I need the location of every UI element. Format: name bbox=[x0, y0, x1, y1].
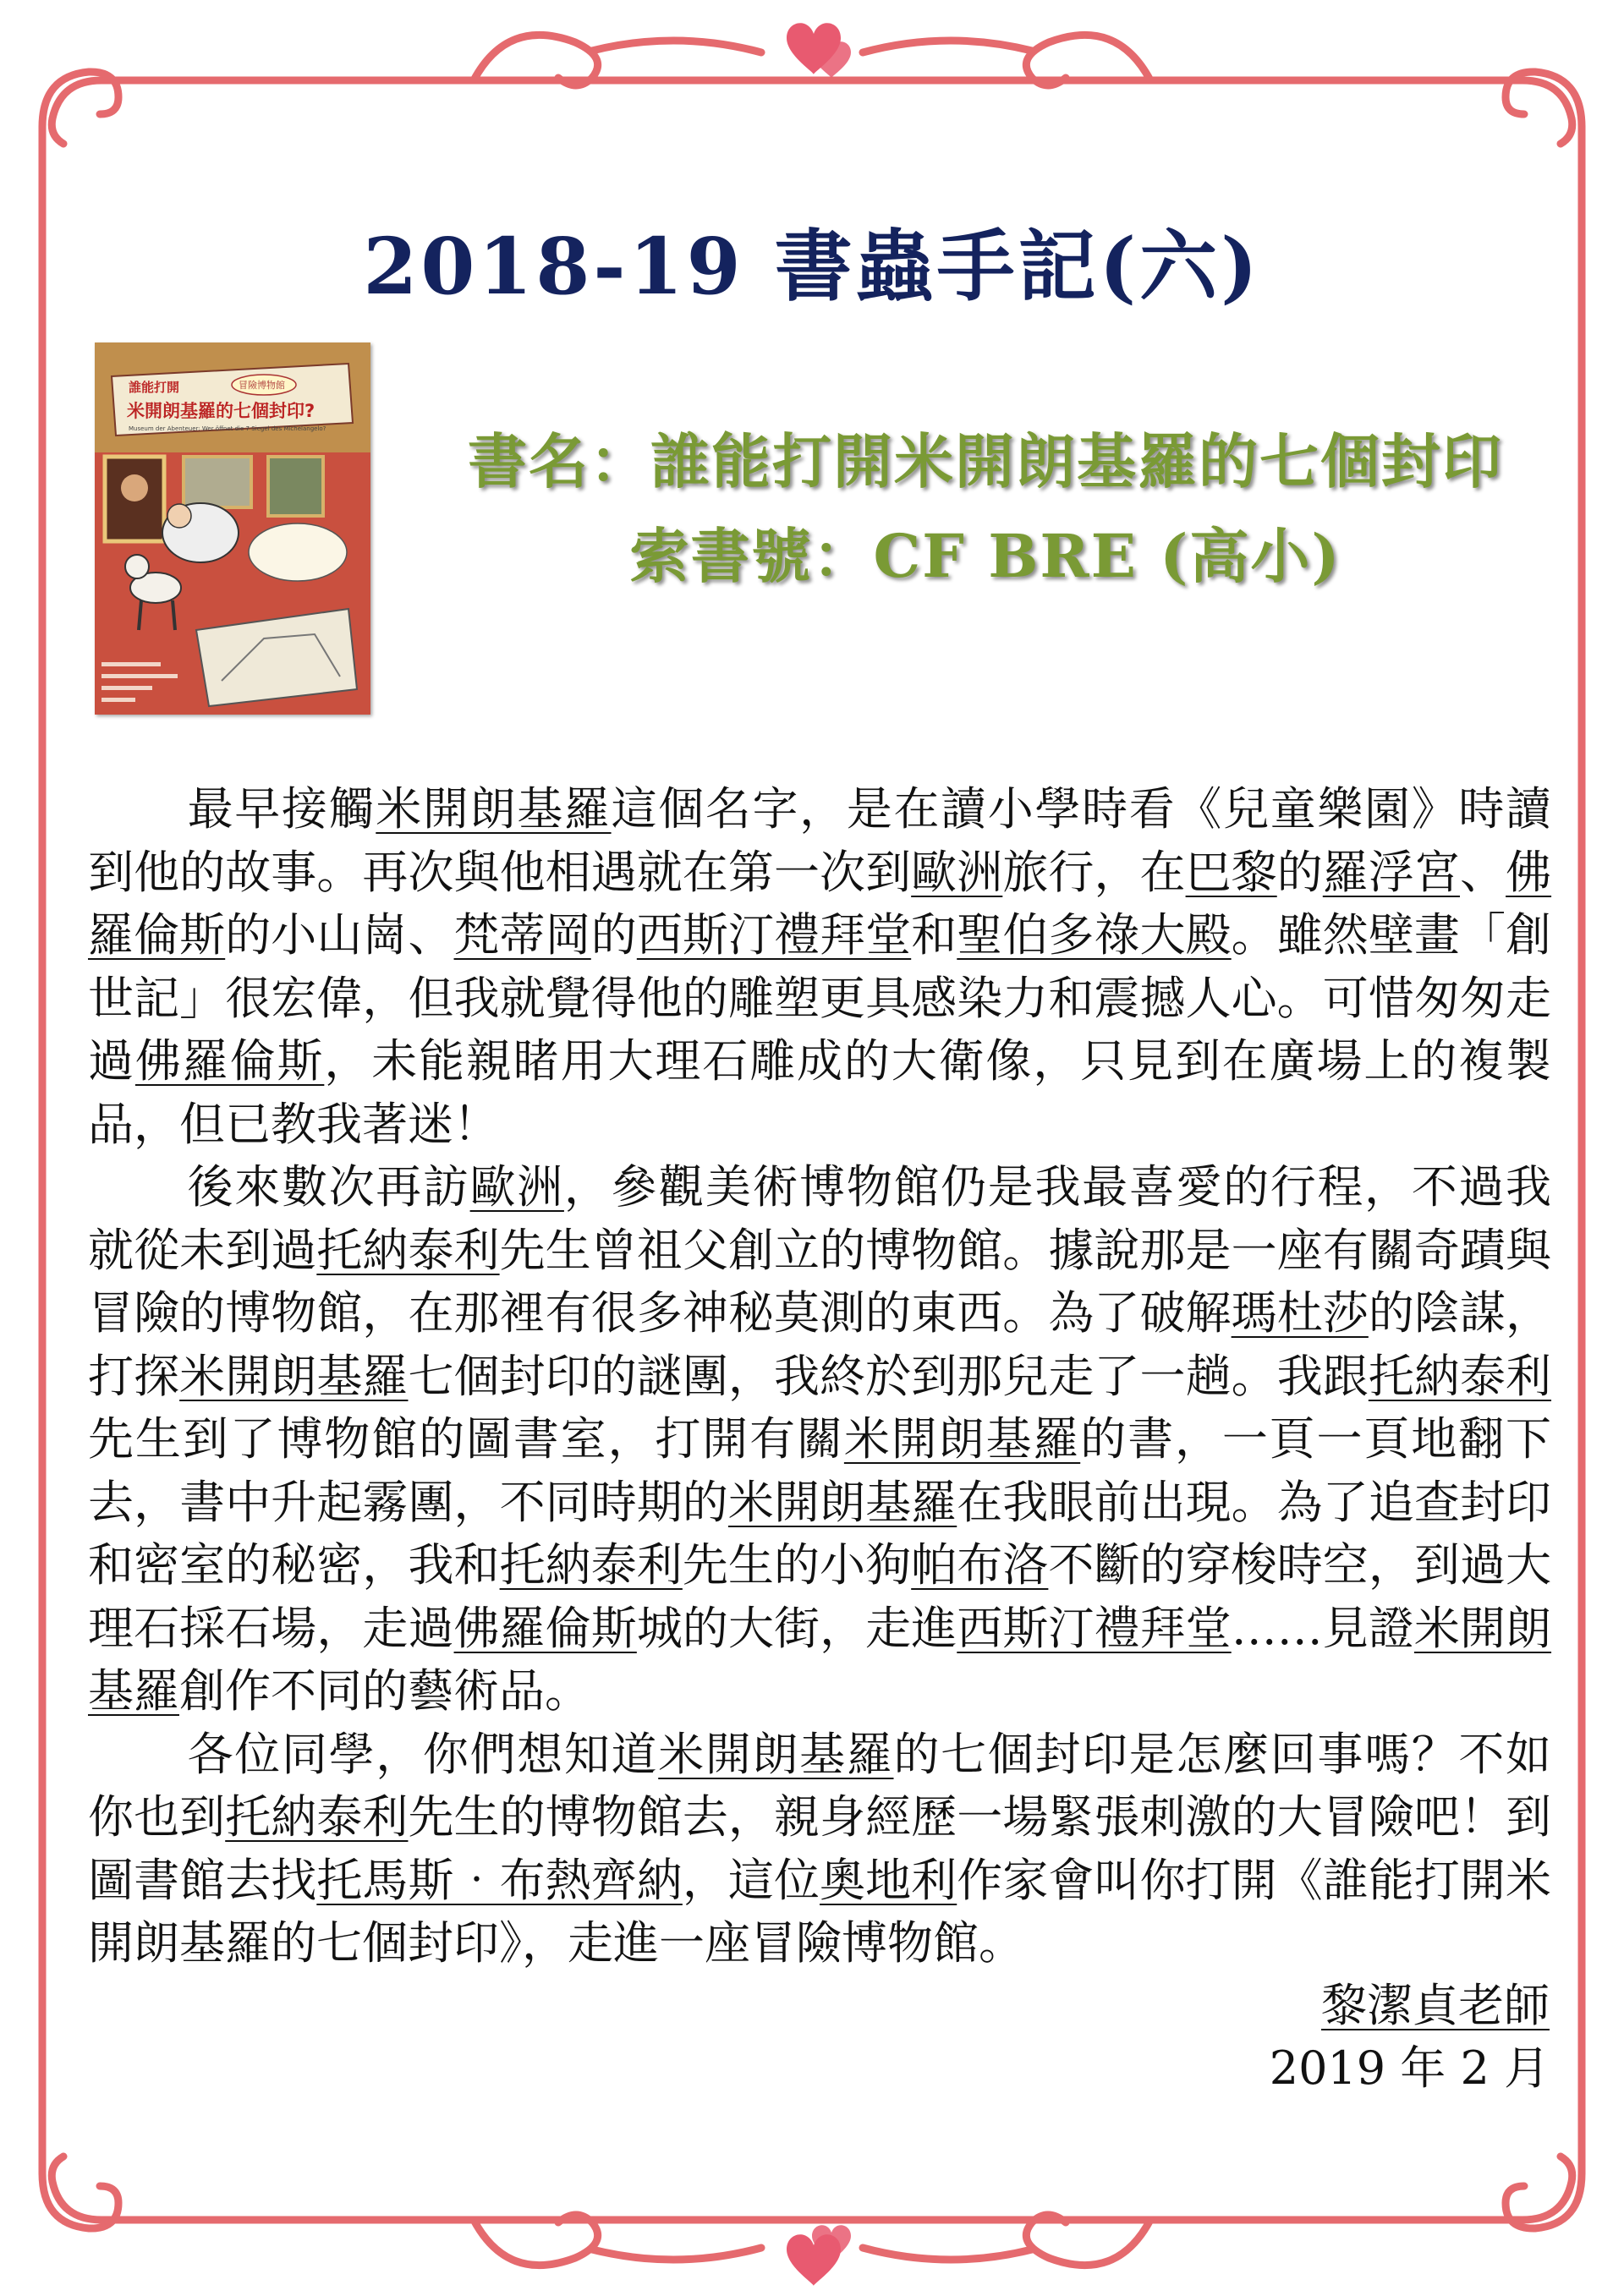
proper-noun: 西斯汀禮拜堂 bbox=[636, 908, 912, 962]
proper-noun: 托納泰利 bbox=[499, 1538, 683, 1592]
page-title: 2018-19 書蟲手記(六) bbox=[363, 221, 1261, 312]
cover-badge: 冒險博物館 bbox=[239, 380, 285, 391]
text-run: 先生曾祖父創立的博物館。據說那是一座有關奇蹟與冒險的博物館，在那裡有很多神秘莫測的東西。為了破解 bbox=[88, 1223, 1552, 1340]
proper-noun: 羅浮宮 bbox=[1322, 845, 1460, 899]
proper-noun: 佛羅倫斯 bbox=[453, 1601, 637, 1655]
text-run: 創作不同的藝術品。 bbox=[179, 1664, 590, 1718]
text-run: 城的大街，走進 bbox=[636, 1601, 957, 1655]
book-name: 書名：誰能打開米開朗基羅的七個封印 bbox=[468, 426, 1503, 496]
text-run: ……見證 bbox=[1231, 1601, 1414, 1655]
proper-noun: 佛羅倫斯 bbox=[134, 1034, 325, 1088]
text-run: ，未能親睹用大理石雕成的大衛像，只見到在廣場上的複製品，但已教我著迷！ bbox=[88, 1034, 1552, 1151]
call-number: 索書號：CF BRE (高小) bbox=[629, 521, 1341, 591]
signature-date: 2019 年 2 月 bbox=[1269, 2041, 1550, 2095]
text-run: 先生到了博物館的圖書室，打開有關 bbox=[88, 1412, 844, 1466]
text-run: 的 bbox=[590, 908, 637, 962]
text-run: 最早接觸 bbox=[186, 782, 376, 836]
text-run: 作家會叫你打開《誰能打開米開朗基羅的七個封印》，走進一座冒險博物館。 bbox=[88, 1853, 1552, 1970]
proper-noun: 米開朗基羅 bbox=[843, 1412, 1081, 1466]
book-info bbox=[398, 414, 1573, 604]
text-run: 這個名字，是在讀小學時看《兒童樂園》時讀到他的故事。再次與他相遇就在第一次到 bbox=[88, 782, 1552, 899]
text-run: ，這位 bbox=[682, 1853, 820, 1907]
text-run: ，參觀美術博物館仍是我最喜愛的行程，不過我就從未到過 bbox=[88, 1160, 1552, 1277]
proper-noun: 佛羅倫斯 bbox=[88, 845, 1552, 962]
proper-noun: 托納泰利 bbox=[1368, 1349, 1552, 1403]
proper-noun: 西斯汀禮拜堂 bbox=[957, 1601, 1232, 1655]
text-run: 的七個封印是怎麼回事嗎？不如你也到 bbox=[88, 1727, 1552, 1844]
proper-noun: 帕布洛 bbox=[911, 1538, 1049, 1592]
text-run: 在我眼前出現。為了追查封印和密室的秘密，我和 bbox=[88, 1475, 1552, 1592]
proper-noun: 米開朗基羅 bbox=[179, 1349, 409, 1403]
book-cover-illustration bbox=[95, 342, 370, 715]
text-run: 先生的博物館去，親身經歷一場緊張刺激的大冒險吧！到圖書館去找 bbox=[88, 1790, 1552, 1907]
text-run: 和 bbox=[911, 908, 957, 962]
text-run: 後來數次再訪 bbox=[186, 1160, 470, 1214]
text-run: 。雖然壁畫「創世記」很宏偉，但我就覺得他的雕塑更具感染力和震撼人心。可惜匆匆走過 bbox=[88, 908, 1552, 1088]
text-run: 先生的小狗 bbox=[682, 1538, 912, 1592]
text-run: 七個封印的謎團，我終於到那兒走了一趟。我跟 bbox=[408, 1349, 1369, 1403]
proper-noun: 米開朗基羅 bbox=[727, 1475, 957, 1529]
signature bbox=[1270, 1975, 1550, 2100]
proper-noun: 歐洲 bbox=[469, 1160, 564, 1214]
text-run: 不斷的穿梭時空，到過大理石採石場，走過 bbox=[88, 1538, 1552, 1655]
teacher-name: 黎潔貞老師 bbox=[1321, 1979, 1550, 2032]
proper-noun: 米開朗基羅 bbox=[88, 1601, 1552, 1718]
proper-noun: 歐洲 bbox=[911, 845, 1003, 899]
proper-noun: 托納泰利 bbox=[225, 1790, 409, 1844]
proper-noun: 托納泰利 bbox=[316, 1223, 500, 1277]
book-cover-image bbox=[95, 342, 370, 715]
text-run: 的陰謀，打探 bbox=[88, 1286, 1552, 1403]
paragraph bbox=[88, 1723, 1551, 1975]
cover-banner-small: 誰能打開 bbox=[129, 380, 180, 395]
text-run: 的 bbox=[1276, 845, 1323, 899]
proper-noun: 奧地利 bbox=[820, 1853, 957, 1907]
text-run: 旅行，在 bbox=[1002, 845, 1186, 899]
text-run: 各位同學，你們想知道 bbox=[186, 1727, 659, 1781]
proper-noun: 瑪杜莎 bbox=[1231, 1286, 1369, 1340]
text-run: 、 bbox=[1460, 845, 1506, 899]
proper-noun: 托馬斯‧布熱齊納 bbox=[316, 1853, 683, 1907]
paragraph bbox=[88, 1156, 1551, 1723]
article-body bbox=[88, 778, 1551, 1975]
cover-subtitle: Museum der Abenteuer: Wer öffnet die 7 Siegel des Michelangelo? bbox=[129, 425, 326, 432]
proper-noun: 巴黎 bbox=[1185, 845, 1277, 899]
paragraph bbox=[88, 778, 1551, 1156]
proper-noun: 米開朗基羅 bbox=[658, 1727, 894, 1781]
proper-noun: 梵蒂岡 bbox=[453, 908, 591, 962]
text-run: 的小山崗、 bbox=[225, 908, 454, 962]
cover-banner-title: 米開朗基羅的七個封印? bbox=[127, 401, 315, 421]
text-run: 的書，一頁一頁地翻下去，書中升起霧團，不同時期的 bbox=[88, 1412, 1552, 1529]
proper-noun: 聖伯多祿大殿 bbox=[957, 908, 1232, 962]
proper-noun: 米開朗基羅 bbox=[376, 782, 612, 836]
